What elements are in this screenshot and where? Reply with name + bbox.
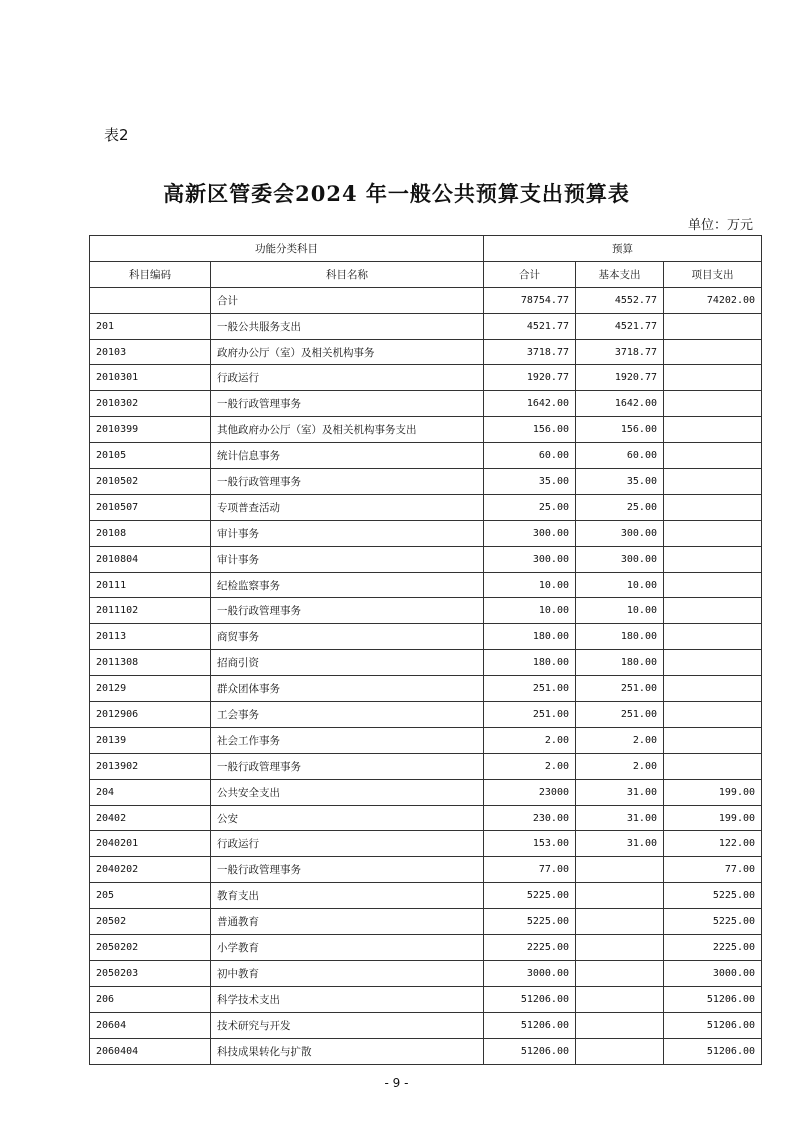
cell-code: 2010804 [90,546,211,572]
cell-total: 23000 [484,779,576,805]
cell-project: 3000.00 [664,960,762,986]
cell-total: 2225.00 [484,935,576,961]
cell-basic: 300.00 [576,520,664,546]
cell-code: 2040201 [90,831,211,857]
header-category-group: 功能分类科目 [90,236,484,262]
table-row [90,443,762,469]
cell-code: 2040202 [90,857,211,883]
cell-basic: 2.00 [576,727,664,753]
cell-code: 2050203 [90,960,211,986]
cell-total: 78754.77 [484,287,576,313]
cell-total: 1920.77 [484,365,576,391]
cell-basic: 251.00 [576,702,664,728]
table-row [90,935,762,961]
cell-name: 普通教育 [211,909,484,935]
table-row [90,339,762,365]
table-row [90,417,762,443]
cell-project: 51206.00 [664,1012,762,1038]
cell-project [664,469,762,495]
cell-project [664,753,762,779]
cell-code: 2010502 [90,469,211,495]
cell-project: 2225.00 [664,935,762,961]
cell-code: 2050202 [90,935,211,961]
cell-project [664,313,762,339]
cell-total: 251.00 [484,702,576,728]
cell-code: 20111 [90,572,211,598]
cell-project [664,520,762,546]
cell-total: 25.00 [484,494,576,520]
cell-project: 199.00 [664,805,762,831]
cell-basic: 180.00 [576,624,664,650]
table-row [90,365,762,391]
cell-name: 一般行政管理事务 [211,469,484,495]
cell-name: 政府办公厅（室）及相关机构事务 [211,339,484,365]
header-column-row [90,261,762,287]
header-basic: 基本支出 [576,261,664,287]
table-row [90,598,762,624]
cell-project [664,727,762,753]
cell-total: 35.00 [484,469,576,495]
cell-code: 20402 [90,805,211,831]
header-budget-group: 预算 [484,236,762,262]
cell-basic [576,909,664,935]
cell-total: 51206.00 [484,1012,576,1038]
cell-name: 教育支出 [211,883,484,909]
cell-code: 2011102 [90,598,211,624]
cell-code [90,287,211,313]
table-row [90,494,762,520]
cell-basic: 2.00 [576,753,664,779]
cell-project: 51206.00 [664,986,762,1012]
cell-name: 行政运行 [211,365,484,391]
cell-name: 纪检监察事务 [211,572,484,598]
cell-project: 51206.00 [664,1038,762,1064]
table-row [90,831,762,857]
unit-label: 单位：万元 [687,218,753,233]
cell-total: 156.00 [484,417,576,443]
cell-project [664,443,762,469]
cell-basic: 31.00 [576,805,664,831]
cell-project [664,546,762,572]
cell-project [664,417,762,443]
cell-project [664,572,762,598]
table-row [90,753,762,779]
cell-code: 2010302 [90,391,211,417]
cell-basic: 60.00 [576,443,664,469]
cell-project: 122.00 [664,831,762,857]
cell-project: 5225.00 [664,883,762,909]
table-row [90,779,762,805]
cell-total: 1642.00 [484,391,576,417]
cell-project: 74202.00 [664,287,762,313]
table-row [90,676,762,702]
cell-total: 77.00 [484,857,576,883]
cell-project: 5225.00 [664,909,762,935]
cell-code: 2011308 [90,650,211,676]
cell-code: 20502 [90,909,211,935]
cell-basic: 4552.77 [576,287,664,313]
table-label: 表2 [104,126,129,144]
cell-total: 10.00 [484,572,576,598]
cell-code: 204 [90,779,211,805]
cell-basic [576,1012,664,1038]
cell-name: 审计事务 [211,546,484,572]
cell-name: 专项普查活动 [211,494,484,520]
cell-name: 一般行政管理事务 [211,391,484,417]
table-row [90,857,762,883]
cell-code: 20113 [90,624,211,650]
table-row [90,469,762,495]
cell-total: 3000.00 [484,960,576,986]
table-row [90,546,762,572]
cell-code: 20129 [90,676,211,702]
cell-project [664,598,762,624]
cell-name: 一般行政管理事务 [211,598,484,624]
cell-code: 2012906 [90,702,211,728]
cell-project [664,391,762,417]
cell-project [664,365,762,391]
table-row [90,1012,762,1038]
cell-name: 一般行政管理事务 [211,857,484,883]
cell-name: 审计事务 [211,520,484,546]
cell-total: 5225.00 [484,909,576,935]
cell-code: 20604 [90,1012,211,1038]
cell-code: 2060404 [90,1038,211,1064]
page-number: - 9 - [384,1076,409,1090]
table-body [90,287,762,1064]
cell-basic: 300.00 [576,546,664,572]
cell-total: 60.00 [484,443,576,469]
cell-name: 招商引资 [211,650,484,676]
cell-project [664,676,762,702]
header-group-row [90,236,762,262]
cell-total: 230.00 [484,805,576,831]
cell-project [664,339,762,365]
table-row [90,805,762,831]
table-row [90,909,762,935]
cell-basic: 1642.00 [576,391,664,417]
cell-project [664,494,762,520]
cell-name: 其他政府办公厅（室）及相关机构事务支出 [211,417,484,443]
header-total: 合计 [484,261,576,287]
table-row [90,650,762,676]
cell-total: 300.00 [484,520,576,546]
cell-name: 技术研究与开发 [211,1012,484,1038]
table-row [90,391,762,417]
cell-name: 统计信息事务 [211,443,484,469]
cell-total: 180.00 [484,650,576,676]
header-project: 项目支出 [664,261,762,287]
cell-basic: 251.00 [576,676,664,702]
header-code: 科目编码 [90,261,211,287]
cell-basic: 31.00 [576,779,664,805]
cell-name: 行政运行 [211,831,484,857]
header-name: 科目名称 [211,261,484,287]
cell-name: 群众团体事务 [211,676,484,702]
cell-name: 合计 [211,287,484,313]
cell-code: 2013902 [90,753,211,779]
cell-basic: 4521.77 [576,313,664,339]
table-row [90,883,762,909]
cell-code: 2010399 [90,417,211,443]
cell-project: 199.00 [664,779,762,805]
cell-name: 小学教育 [211,935,484,961]
table-header [90,236,762,288]
cell-basic: 31.00 [576,831,664,857]
cell-total: 5225.00 [484,883,576,909]
cell-name: 科技成果转化与扩散 [211,1038,484,1064]
cell-project [664,702,762,728]
cell-total: 2.00 [484,727,576,753]
table-row [90,702,762,728]
table-row [90,287,762,313]
cell-basic [576,883,664,909]
cell-name: 工会事务 [211,702,484,728]
cell-name: 初中教育 [211,960,484,986]
cell-code: 20105 [90,443,211,469]
table-row [90,624,762,650]
cell-code: 201 [90,313,211,339]
cell-total: 10.00 [484,598,576,624]
cell-basic: 35.00 [576,469,664,495]
cell-code: 205 [90,883,211,909]
cell-name: 社会工作事务 [211,727,484,753]
cell-code: 2010507 [90,494,211,520]
cell-basic [576,935,664,961]
cell-code: 206 [90,986,211,1012]
cell-code: 2010301 [90,365,211,391]
cell-basic: 180.00 [576,650,664,676]
cell-basic [576,960,664,986]
table-row [90,520,762,546]
cell-basic: 10.00 [576,598,664,624]
cell-total: 3718.77 [484,339,576,365]
cell-project [664,650,762,676]
cell-project: 77.00 [664,857,762,883]
table-row [90,986,762,1012]
cell-total: 51206.00 [484,1038,576,1064]
cell-total: 4521.77 [484,313,576,339]
cell-basic [576,857,664,883]
cell-name: 商贸事务 [211,624,484,650]
cell-basic [576,1038,664,1064]
cell-code: 20139 [90,727,211,753]
page-title: 高新区管委会2024 年一般公共预算支出预算表 [163,181,630,206]
budget-table [89,235,762,1065]
cell-code: 20103 [90,339,211,365]
cell-project [664,624,762,650]
cell-total: 180.00 [484,624,576,650]
cell-basic: 25.00 [576,494,664,520]
table-row [90,572,762,598]
cell-name: 公安 [211,805,484,831]
cell-basic [576,986,664,1012]
cell-code: 20108 [90,520,211,546]
cell-total: 51206.00 [484,986,576,1012]
cell-name: 一般行政管理事务 [211,753,484,779]
cell-total: 300.00 [484,546,576,572]
cell-name: 科学技术支出 [211,986,484,1012]
cell-basic: 10.00 [576,572,664,598]
cell-total: 153.00 [484,831,576,857]
cell-total: 2.00 [484,753,576,779]
table-row [90,727,762,753]
cell-basic: 3718.77 [576,339,664,365]
cell-basic: 1920.77 [576,365,664,391]
table-row [90,1038,762,1064]
table-row [90,313,762,339]
cell-basic: 156.00 [576,417,664,443]
table-row [90,960,762,986]
cell-total: 251.00 [484,676,576,702]
cell-name: 一般公共服务支出 [211,313,484,339]
cell-name: 公共安全支出 [211,779,484,805]
